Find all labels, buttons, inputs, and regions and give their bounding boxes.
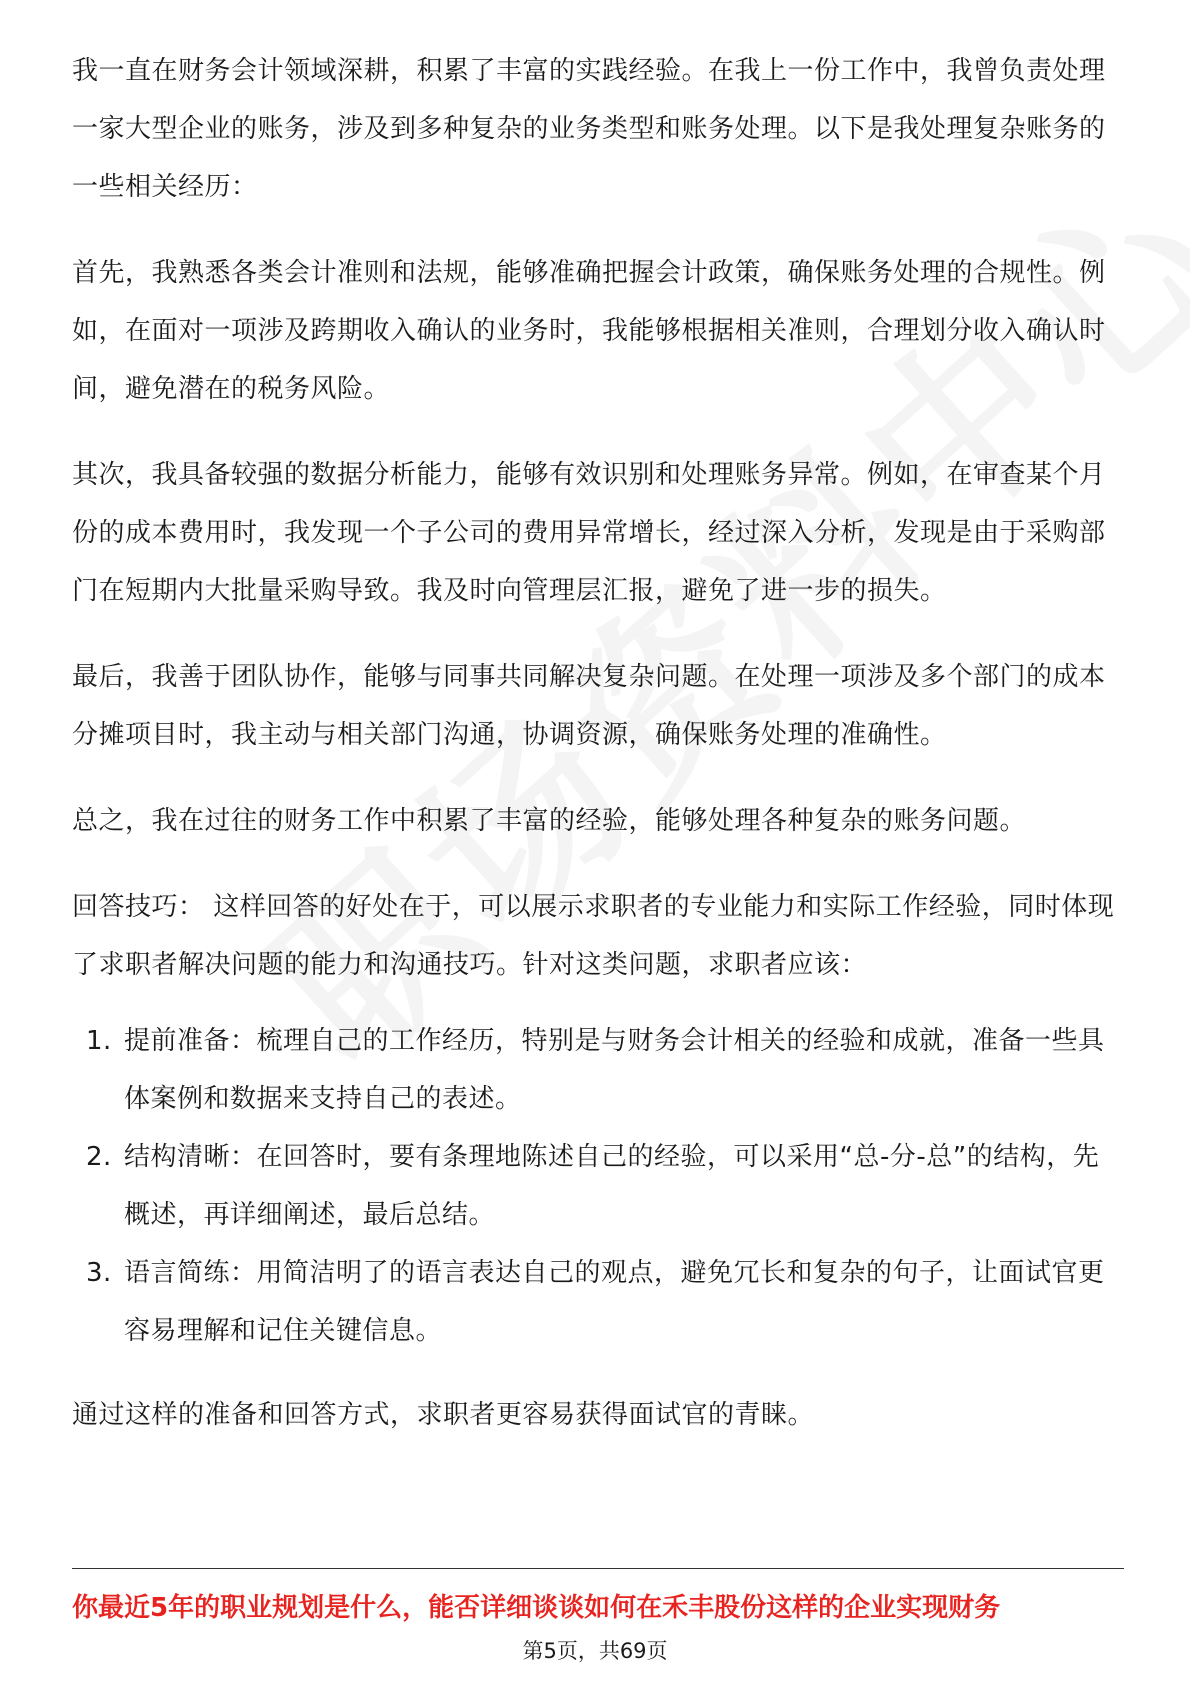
list-item <box>72 1012 1122 1128</box>
paragraph-summary: 总之，我在过往的财务工作中积累了丰富的经验，能够处理各种复杂的账务问题。 <box>72 806 1027 836</box>
document-body <box>72 42 1122 1472</box>
list-item-number: 1. <box>86 1026 112 1056</box>
list-item-text: 语言简练：用简洁明了的语言表达自己的观点，避免冗长和复杂的句子，让面试官更容易理解和记住关键信息。 <box>124 1258 1105 1346</box>
list-item <box>72 1244 1122 1360</box>
paragraph-intro: 我一直在财务会计领域深耕，积累了丰富的实践经验。在我上一份工作中，我曾负责处理一家大型企业的账务，涉及到多种复杂的业务类型和账务处理。以下是我处理复杂账务的一些相关经历： <box>72 56 1106 202</box>
paragraph-last: 最后，我善于团队协作，能够与同事共同解决复杂问题。在处理一项涉及多个部门的成本分摊项目时，我主动与相关部门沟通，协调资源，确保账务处理的准确性。 <box>72 662 1106 750</box>
list-item-text: 结构清晰：在回答时，要有条理地陈述自己的经验，可以采用“总-分-总”的结构，先概述，再详细阐述，最后总结。 <box>124 1142 1100 1230</box>
list-item-number: 3. <box>86 1258 112 1288</box>
paragraph-first: 首先，我熟悉各类会计准则和法规，能够准确把握会计政策，确保账务处理的合规性。例如，在面对一项涉及跨期收入确认的业务时，我能够根据相关准则，合理划分收入确认时间，避免潜在的税务风险。 <box>72 258 1106 404</box>
paragraph-second: 其次，我具备较强的数据分析能力，能够有效识别和处理账务异常。例如，在审查某个月份的成本费用时，我发现一个子公司的费用异常增长，经过深入分析，发现是由于采购部门在短期内大批量采购导致。我及时向管理层汇报，避免了进一步的损失。 <box>72 460 1106 606</box>
divider <box>72 1568 1124 1569</box>
page-number: 第5页，共69页 <box>522 1639 668 1663</box>
paragraph-answer-tips: 回答技巧： 这样回答的好处在于，可以展示求职者的专业能力和实际工作经验，同时体现了求职者解决问题的能力和沟通技巧。针对这类问题，求职者应该： <box>72 892 1115 980</box>
list-item-text: 提前准备：梳理自己的工作经历，特别是与财务会计相关的经验和成就，准备一些具体案例和数据来支持自己的表述。 <box>124 1026 1105 1114</box>
list-item-number: 2. <box>86 1142 112 1172</box>
tips-list <box>72 1012 1122 1360</box>
next-question-heading: 你最近5年的职业规划是什么，能否详细谈谈如何在禾丰股份这样的企业实现财务 <box>72 1593 1001 1623</box>
list-item <box>72 1128 1122 1244</box>
paragraph-closing: 通过这样的准备和回答方式，求职者更容易获得面试官的青睐。 <box>72 1400 815 1430</box>
